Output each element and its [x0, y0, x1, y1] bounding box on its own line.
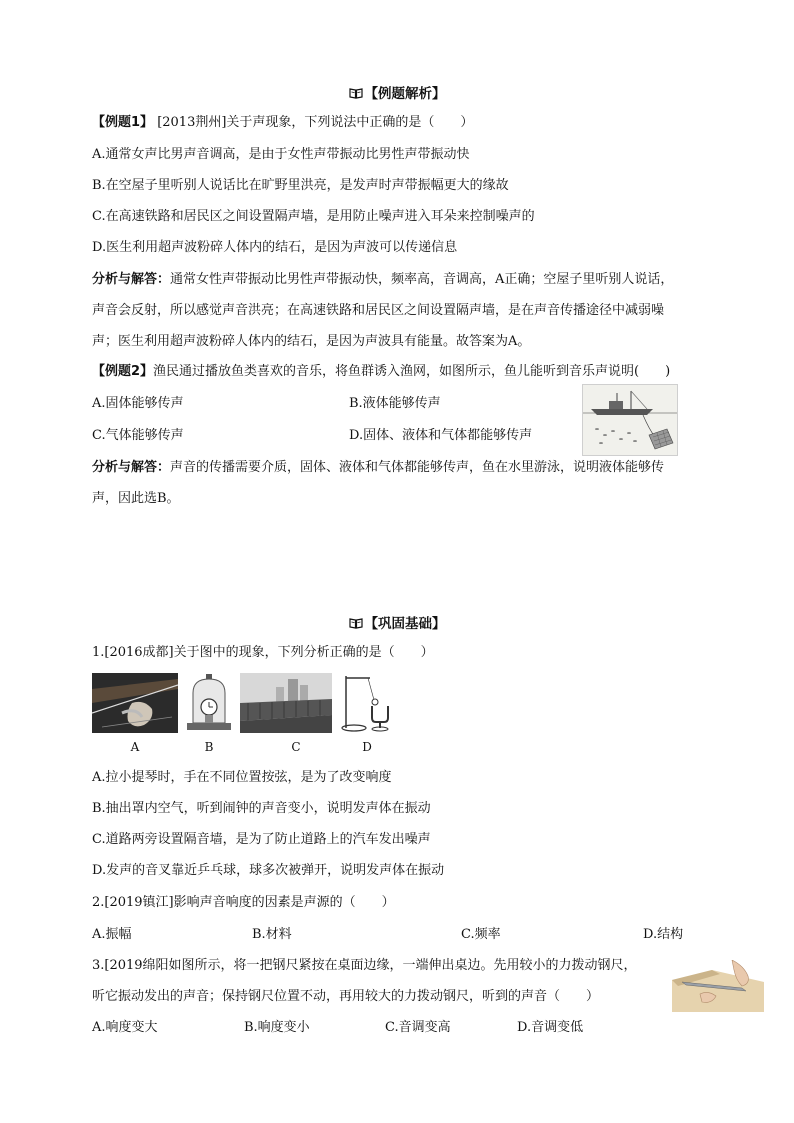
example2-option-b: B.液体能够传声: [349, 396, 441, 411]
q1-option-c: C.道路两旁设置隔音墙，是为了防止道路上的汽车发出噪声: [92, 832, 431, 847]
example2-analysis-line-1: [92, 458, 664, 478]
q1-option-a: A.拉小提琴时，手在不同位置按弦，是为了改变响度: [92, 770, 392, 785]
example1-analysis-line-2: 声音会反射，所以感觉声音洪亮；在高速铁路和居民区之间设置隔声墙，是在声音传播途径中减弱噪: [92, 303, 665, 318]
q2-option-c: C.频率: [461, 927, 501, 942]
q2-option-d: D.结构: [643, 927, 684, 942]
book-icon: [349, 88, 363, 99]
example1-analysis-text-1: 通常女性声带振动比男性声带振动快，频率高，音调高，A正确；空屋子里听别人说话，: [170, 272, 674, 287]
example2-option-a: A.固体能够传声: [92, 396, 184, 411]
example2-analysis-label: 分析与解答：: [92, 460, 171, 475]
tuning-fork-image: [340, 670, 394, 734]
q3-option-c: C.音调变高: [385, 1020, 451, 1035]
violin-image: [92, 673, 178, 733]
q2-option-a: A.振幅: [92, 927, 132, 942]
q1-option-d: D.发声的音叉靠近乒乓球，球多次被弹开，说明发声体在振动: [92, 863, 445, 878]
q1-caption-a: A: [130, 740, 140, 754]
q3-option-b: B.响度变小: [244, 1020, 310, 1035]
bell-jar-image: [185, 673, 233, 733]
q1-caption-b: B: [204, 740, 214, 754]
section-heading-examples: [0, 82, 794, 102]
example2-stem-line: [92, 362, 670, 382]
section-heading-text: 【巩固基础】: [364, 616, 446, 632]
example1-analysis-line-1: [92, 270, 673, 290]
q1-caption-c: C: [291, 740, 301, 754]
section-heading-text: 【例题解析】: [364, 86, 446, 102]
q1-option-b: B.抽出罩内空气，听到闹钟的声音变小，说明发声体在振动: [92, 801, 431, 816]
q3-stem-line-2: 听它振动发出的声音；保持钢尺位置不动，再用较大的力拨动钢尺，听到的声音（ ）: [92, 989, 600, 1004]
q3-stem-line-1: 3.[2019绵阳如图所示，将一把钢尺紧按在桌面边缘，一端伸出桌边。先用较小的力拨动钢尺，: [92, 958, 637, 973]
q3-option-a: A.响度变大: [92, 1020, 158, 1035]
sound-barrier-image: [240, 673, 332, 733]
q2-stem: 2.[2019镇江]影响声音响度的因素是声源的（ ）: [92, 895, 395, 910]
section-heading-basics: [0, 612, 794, 632]
example1-option-c: C.在高速铁路和居民区之间设置隔声墙，是用防止噪声进入耳朵来控制噪声的: [92, 209, 535, 224]
steel-ruler-image: [672, 960, 764, 1012]
book-icon: [349, 618, 363, 629]
q2-option-b: B.材料: [252, 927, 292, 942]
example1-stem: [2013荆州]关于声现象，下列说法中正确的是（ ）: [157, 115, 474, 130]
q1-caption-d: D: [362, 740, 372, 754]
example1-stem-line: [92, 113, 473, 133]
example2-label: 【例题2】: [92, 364, 154, 379]
example1-option-b: B.在空屋子里听别人说话比在旷野里洪亮，是发声时声带振幅更大的缘故: [92, 178, 509, 193]
example1-label: 【例题1】: [92, 115, 154, 130]
q3-option-d: D.音调变低: [517, 1020, 584, 1035]
example2-stem: 渔民通过播放鱼类喜欢的音乐，将鱼群诱入渔网，如图所示，鱼儿能听到音乐声说明( ): [153, 364, 671, 379]
example2-option-d: D.固体、液体和气体都能够传声: [349, 428, 533, 443]
example2-option-c: C.气体能够传声: [92, 428, 184, 443]
fishing-boat-image: [582, 384, 678, 456]
example1-option-a: A.通常女声比男声音调高，是由于女性声带振动比男性声带振动快: [92, 147, 470, 162]
example2-analysis-text-1: 声音的传播需要介质，固体、液体和气体都能够传声，鱼在水里游泳，说明液体能够传: [170, 460, 665, 475]
example1-analysis-line-3: 声；医生利用超声波粉碎人体内的结石，是因为声波具有能量。故答案为A。: [92, 334, 531, 349]
example2-analysis-line-2: 声，因此选B。: [92, 491, 180, 506]
example1-option-d: D.医生利用超声波粉碎人体内的结石，是因为声波可以传递信息: [92, 240, 458, 255]
example1-analysis-label: 分析与解答：: [92, 272, 171, 287]
q1-stem: 1.[2016成都]关于图中的现象，下列分析正确的是（ ）: [92, 645, 434, 660]
